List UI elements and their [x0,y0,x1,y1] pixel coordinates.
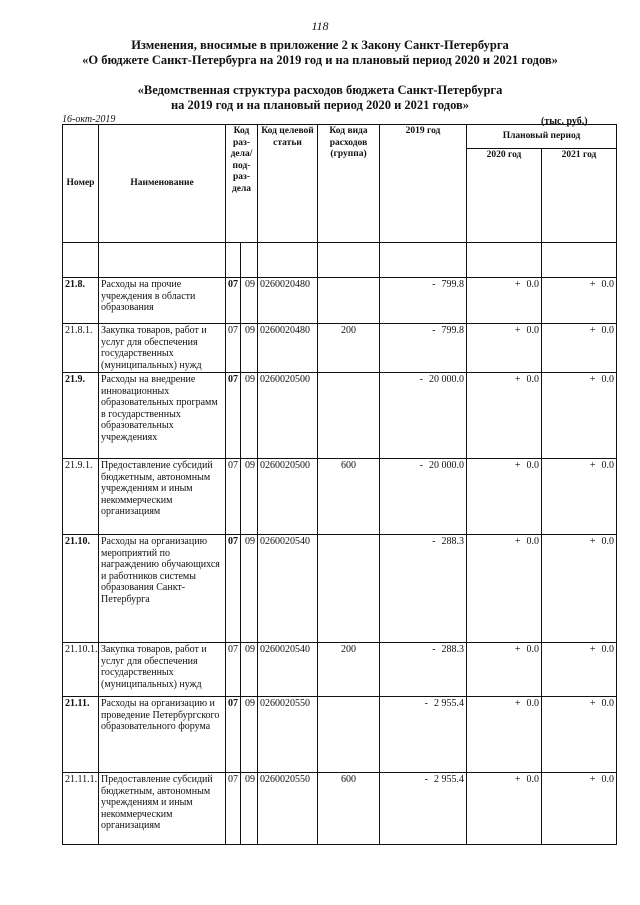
row-expense-type: 600 [318,459,380,535]
change-amount: 0.0 [601,536,614,547]
change-sign: + [589,279,596,290]
row-value-2019 [380,643,467,697]
change-amount: 2 955.4 [434,698,464,709]
change-amount: 0.0 [526,374,539,385]
row-number: 21.8.1. [63,324,99,373]
row-number: 21.9.1. [63,459,99,535]
change-amount: 20 000.0 [429,460,464,471]
row-expense-type [318,373,380,459]
table-row [63,643,617,697]
row-expense-type: 600 [318,773,380,845]
change-amount: 288.3 [441,644,464,655]
row-value-2020 [467,643,542,697]
document-title-line-1: Изменения, вносимые в приложение 2 к Закону Санкт-Петербурга [131,38,509,52]
row-value-2019 [380,459,467,535]
change-amount: 0.0 [526,698,539,709]
change-amount: 20 000.0 [429,374,464,385]
row-number: 21.10.1. [63,643,99,697]
row-value-2019 [380,278,467,324]
row-subsection-code: 09 [241,535,258,643]
table-row [63,459,617,535]
change-sign: - [419,460,423,471]
unit-label: (тыс. руб.) [541,116,588,127]
row-subsection-code: 09 [241,278,258,324]
row-value-2021 [542,773,617,845]
change-sign: + [589,536,596,547]
row-value-2019 [380,324,467,373]
page-number: 118 [311,19,329,33]
change-amount: 0.0 [601,774,614,785]
row-value-2021 [542,459,617,535]
change-amount: 0.0 [526,325,539,336]
change-sign: + [589,644,596,655]
row-value-2020 [467,324,542,373]
header-section: Код раз-дела/ под-раз-дела [226,125,258,243]
change-sign: + [514,374,521,385]
change-amount: 0.0 [601,644,614,655]
change-sign: + [514,644,521,655]
row-section-code: 07 [226,278,241,324]
row-value-2020 [467,278,542,324]
row-name: Расходы на организацию мероприятий по награждению обучающихся и работников системы образования Санкт-Петербурга [99,535,226,643]
row-section-code: 07 [226,373,241,459]
header-target: Код целевой статьи [258,125,318,243]
row-name: Предоставление субсидий бюджетным, автономным учреждениям и иным некоммерческим организациям [99,459,226,535]
row-name: Расходы на организацию и проведение Петербургского образовательного форума [99,697,226,773]
budget-table [62,124,617,845]
change-sign: - [432,279,436,290]
table-row [63,278,617,324]
header-number: Номер [63,125,99,243]
row-value-2021 [542,278,617,324]
change-sign: - [432,644,436,655]
row-target-code: 0260020550 [258,773,318,845]
row-value-2019 [380,773,467,845]
row-expense-type [318,697,380,773]
change-amount: 0.0 [526,536,539,547]
row-value-2021 [542,373,617,459]
row-value-2021 [542,324,617,373]
change-amount: 0.0 [526,774,539,785]
change-amount: 0.0 [601,374,614,385]
row-target-code: 0260020500 [258,459,318,535]
row-number: 21.11.1. [63,773,99,845]
change-sign: + [514,698,521,709]
change-amount: 799.8 [441,279,464,290]
row-value-2021 [542,535,617,643]
row-target-code: 0260020550 [258,697,318,773]
row-value-2020 [467,535,542,643]
change-amount: 0.0 [601,698,614,709]
table-row [63,535,617,643]
document-date: 16-окт-2019 [62,114,116,125]
change-sign: + [589,460,596,471]
row-number: 21.8. [63,278,99,324]
appendix-title-line-1: «Ведомственная структура расходов бюджета Санкт-Петербурга [137,83,503,97]
row-section-code: 07 [226,773,241,845]
row-value-2019 [380,373,467,459]
row-section-code: 07 [226,459,241,535]
row-expense-type: 200 [318,643,380,697]
row-section-code: 07 [226,535,241,643]
header-2020: 2020 год [467,149,542,243]
row-value-2020 [467,459,542,535]
appendix-title [0,83,640,113]
table-row [63,324,617,373]
document-title [0,38,640,68]
change-sign: + [589,698,596,709]
change-amount: 799.8 [441,325,464,336]
row-value-2019 [380,697,467,773]
change-amount: 0.0 [526,460,539,471]
row-subsection-code: 09 [241,459,258,535]
change-sign: + [514,460,521,471]
change-sign: + [514,279,521,290]
change-sign: + [514,536,521,547]
row-number: 21.11. [63,697,99,773]
change-amount: 2 955.4 [434,774,464,785]
change-sign: + [514,325,521,336]
row-section-code: 07 [226,324,241,373]
change-amount: 0.0 [526,279,539,290]
row-subsection-code: 09 [241,373,258,459]
change-amount: 0.0 [601,279,614,290]
row-target-code: 0260020480 [258,324,318,373]
table-row [63,697,617,773]
row-value-2021 [542,697,617,773]
header-name: Наименование [99,125,226,243]
row-subsection-code: 09 [241,643,258,697]
change-amount: 0.0 [601,460,614,471]
change-sign: + [589,774,596,785]
header-spacer-row [63,243,617,278]
row-expense-type [318,535,380,643]
row-name: Закупка товаров, работ и услуг для обеспечения государственных (муниципальных) нужд [99,643,226,697]
change-amount: 288.3 [441,536,464,547]
row-subsection-code: 09 [241,697,258,773]
header-planned-period: Плановый период [467,125,617,149]
row-target-code: 0260020540 [258,643,318,697]
change-sign: - [424,698,428,709]
row-target-code: 0260020540 [258,535,318,643]
row-name: Расходы на внедрение инновационных образовательных программ в государственных образовательных учреждениях [99,373,226,459]
change-sign: + [589,325,596,336]
row-subsection-code: 09 [241,773,258,845]
row-subsection-code: 09 [241,324,258,373]
table-row [63,373,617,459]
row-expense-type: 200 [318,324,380,373]
change-amount: 0.0 [526,644,539,655]
change-sign: - [432,536,436,547]
row-name: Расходы на прочие учреждения в области образования [99,278,226,324]
header-2019: 2019 год [380,125,467,243]
change-sign: + [589,374,596,385]
row-value-2020 [467,773,542,845]
change-amount: 0.0 [601,325,614,336]
change-sign: - [432,325,436,336]
change-sign: - [424,774,428,785]
row-value-2020 [467,373,542,459]
change-sign: + [514,774,521,785]
row-section-code: 07 [226,643,241,697]
row-target-code: 0260020480 [258,278,318,324]
row-value-2020 [467,697,542,773]
row-value-2019 [380,535,467,643]
row-name: Закупка товаров, работ и услуг для обеспечения государственных (муниципальных) нужд [99,324,226,373]
table-row [63,773,617,845]
row-target-code: 0260020500 [258,373,318,459]
change-sign: - [419,374,423,385]
document-title-line-2: «О бюджете Санкт-Петербурга на 2019 год и на плановый период 2020 и 2021 годов» [82,53,558,67]
row-number: 21.9. [63,373,99,459]
row-value-2021 [542,643,617,697]
row-expense-type [318,278,380,324]
appendix-title-line-2: на 2019 год и на плановый период 2020 и 2021 годов» [170,98,470,112]
row-number: 21.10. [63,535,99,643]
header-expense-type: Код вида расходов (группа) [318,125,380,243]
header-2021: 2021 год [542,149,617,243]
row-section-code: 07 [226,697,241,773]
row-name: Предоставление субсидий бюджетным, автономным учреждениям и иным некоммерческим организациям [99,773,226,845]
